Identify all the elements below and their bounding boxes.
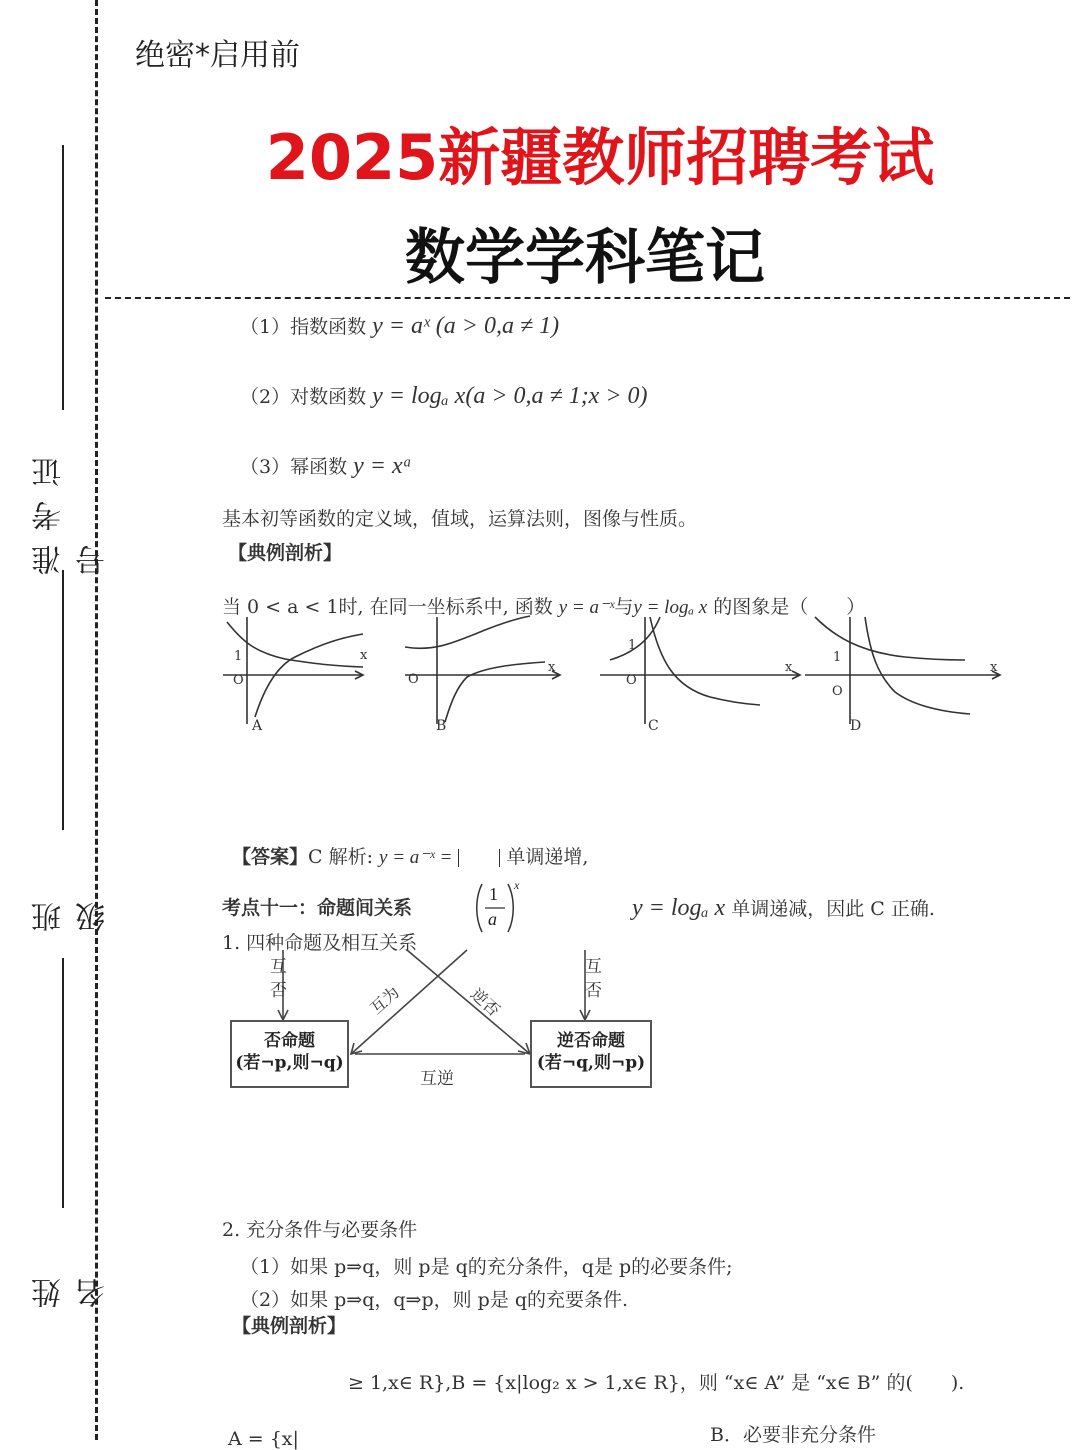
- topic11-sub1: 1. 四种命题及相互关系: [222, 932, 418, 954]
- function-item-1-formula: y = aˣ (a > 0,a ≠ 1): [372, 313, 560, 339]
- answer-text-2: 单调递增,: [506, 846, 589, 868]
- negation-box: [230, 1020, 349, 1088]
- graph-a-one-label: 1: [234, 649, 243, 664]
- q1-formula-2: y = logₐ x: [633, 597, 708, 618]
- functions-summary: 基本初等函数的定义域，值域，运算法则，图像与性质。: [222, 508, 698, 530]
- question-2-tail: ≥ 1,x∈ R},B = {x|log₂ x > 1,x∈ R}，则 “x∈ A” 是 “x∈ B” 的( ).: [348, 1372, 965, 1394]
- graph-d-origin-label: O: [832, 684, 843, 699]
- graph-a-origin-label: O: [233, 673, 244, 688]
- contrapositive-box-body: (若¬q,则¬p): [536, 1053, 646, 1073]
- exam-no-rule: [62, 145, 64, 410]
- secret-label: 绝密*启用前: [135, 38, 300, 73]
- fraction-denominator: a: [488, 909, 497, 929]
- graph-c-one-label: 1: [628, 638, 637, 653]
- function-item-2-formula: y = logₐ x(a > 0,a ≠ 1;x > 0): [372, 383, 648, 409]
- graph-c: [600, 617, 800, 724]
- option-b: B．必要非充分条件: [710, 1424, 876, 1446]
- answer-formula-2: y = logₐ x: [632, 895, 726, 921]
- function-item-2-label: （2）对数函数: [240, 386, 367, 408]
- example-tag-2: 【典例剖析】: [232, 1315, 347, 1337]
- function-item-3-label: （3）幂函数: [240, 456, 348, 478]
- topic-cond-sub2: 2. 充分条件与必要条件: [222, 1219, 418, 1241]
- fraction-numerator: 1: [489, 884, 498, 904]
- answer-line-1: [232, 842, 588, 869]
- graph-a-x-label: x: [360, 648, 368, 663]
- function-item-3-formula: y = xᵃ: [353, 453, 413, 479]
- function-item-3: [240, 452, 412, 480]
- negation-box-title: 否命题: [264, 1031, 315, 1051]
- negation-box-body: (若¬p,则¬q): [235, 1053, 344, 1073]
- binding-dashed-line: [95, 0, 98, 1440]
- contrapositive-box: [530, 1020, 652, 1088]
- answer-fraction: [474, 880, 522, 936]
- q1-stem-mid: 与: [614, 596, 634, 618]
- header-divider: [105, 297, 1070, 299]
- answer-abs-bars: [458, 849, 500, 867]
- function-item-1: [240, 312, 559, 340]
- q1-stem-b: 的图象是（ ）: [713, 596, 866, 618]
- graph-d-one-label: 1: [833, 650, 842, 665]
- question-2-set-a: A = {x|: [228, 1428, 299, 1450]
- contrapositive-box-title: 逆否命题: [557, 1031, 625, 1051]
- graph-b-x-label: x: [548, 660, 556, 675]
- topic11-heading: 考点十一：命题间关系: [222, 897, 413, 919]
- example-tag-1: 【典例剖析】: [228, 542, 343, 564]
- q1-stem-a: 当 0 < a < 1时, 在同一坐标系中, 函数: [222, 596, 553, 618]
- graph-label-c: C: [648, 718, 659, 734]
- graph-c-x-label: x: [785, 660, 793, 675]
- cond-item-2: （2）如果 p⇒q，q⇒p，则 p是 q的充要条件.: [240, 1289, 629, 1311]
- answer-text-3: 单调递减，因此 C 正确.: [731, 898, 935, 920]
- mutual-negation-right: 互否: [585, 957, 602, 1001]
- fraction-exponent: x: [514, 878, 520, 892]
- graph-label-a: A: [252, 718, 263, 734]
- cond-item-1: （1）如果 p⇒q，则 p是 q的充分条件，q是 p的必要条件;: [240, 1256, 733, 1278]
- graph-label-d: D: [850, 718, 862, 734]
- mutual-inverse-label: 互为: [366, 982, 403, 1019]
- graph-d-x-label: x: [990, 660, 998, 675]
- name-rule: [62, 958, 64, 1208]
- option-graphs: [215, 612, 1015, 737]
- graph-label-b: B: [436, 718, 447, 734]
- answer-tag: 【答案】: [232, 846, 309, 868]
- page-subtitle: 数学学科笔记: [405, 223, 765, 293]
- function-item-1-label: （1）指数函数: [240, 316, 367, 338]
- mutual-converse-label: 互逆: [420, 1069, 454, 1089]
- exam-no-label: 准考证号: [32, 443, 111, 575]
- graph-b-origin-label: O: [408, 672, 419, 687]
- class-rule: [62, 570, 64, 830]
- inverse-negation-label: 逆否: [467, 984, 504, 1021]
- name-label: 姓名: [32, 1248, 111, 1308]
- class-label: 班级: [32, 872, 111, 932]
- function-item-2: [240, 382, 648, 410]
- answer-text-1: C 解析:: [308, 846, 373, 868]
- graph-b: [405, 616, 560, 724]
- graph-d: [805, 617, 1000, 724]
- q1-formula-1: y = a⁻ˣ: [558, 597, 615, 618]
- mutual-negation-left: 互否: [270, 957, 287, 1001]
- answer-formula-1: y = a⁻ˣ =: [379, 847, 453, 868]
- answer-line-2: [632, 894, 935, 922]
- page-title: 2025新疆教师招聘考试: [265, 121, 935, 194]
- graph-c-origin-label: O: [626, 673, 637, 688]
- graph-a: [223, 617, 363, 724]
